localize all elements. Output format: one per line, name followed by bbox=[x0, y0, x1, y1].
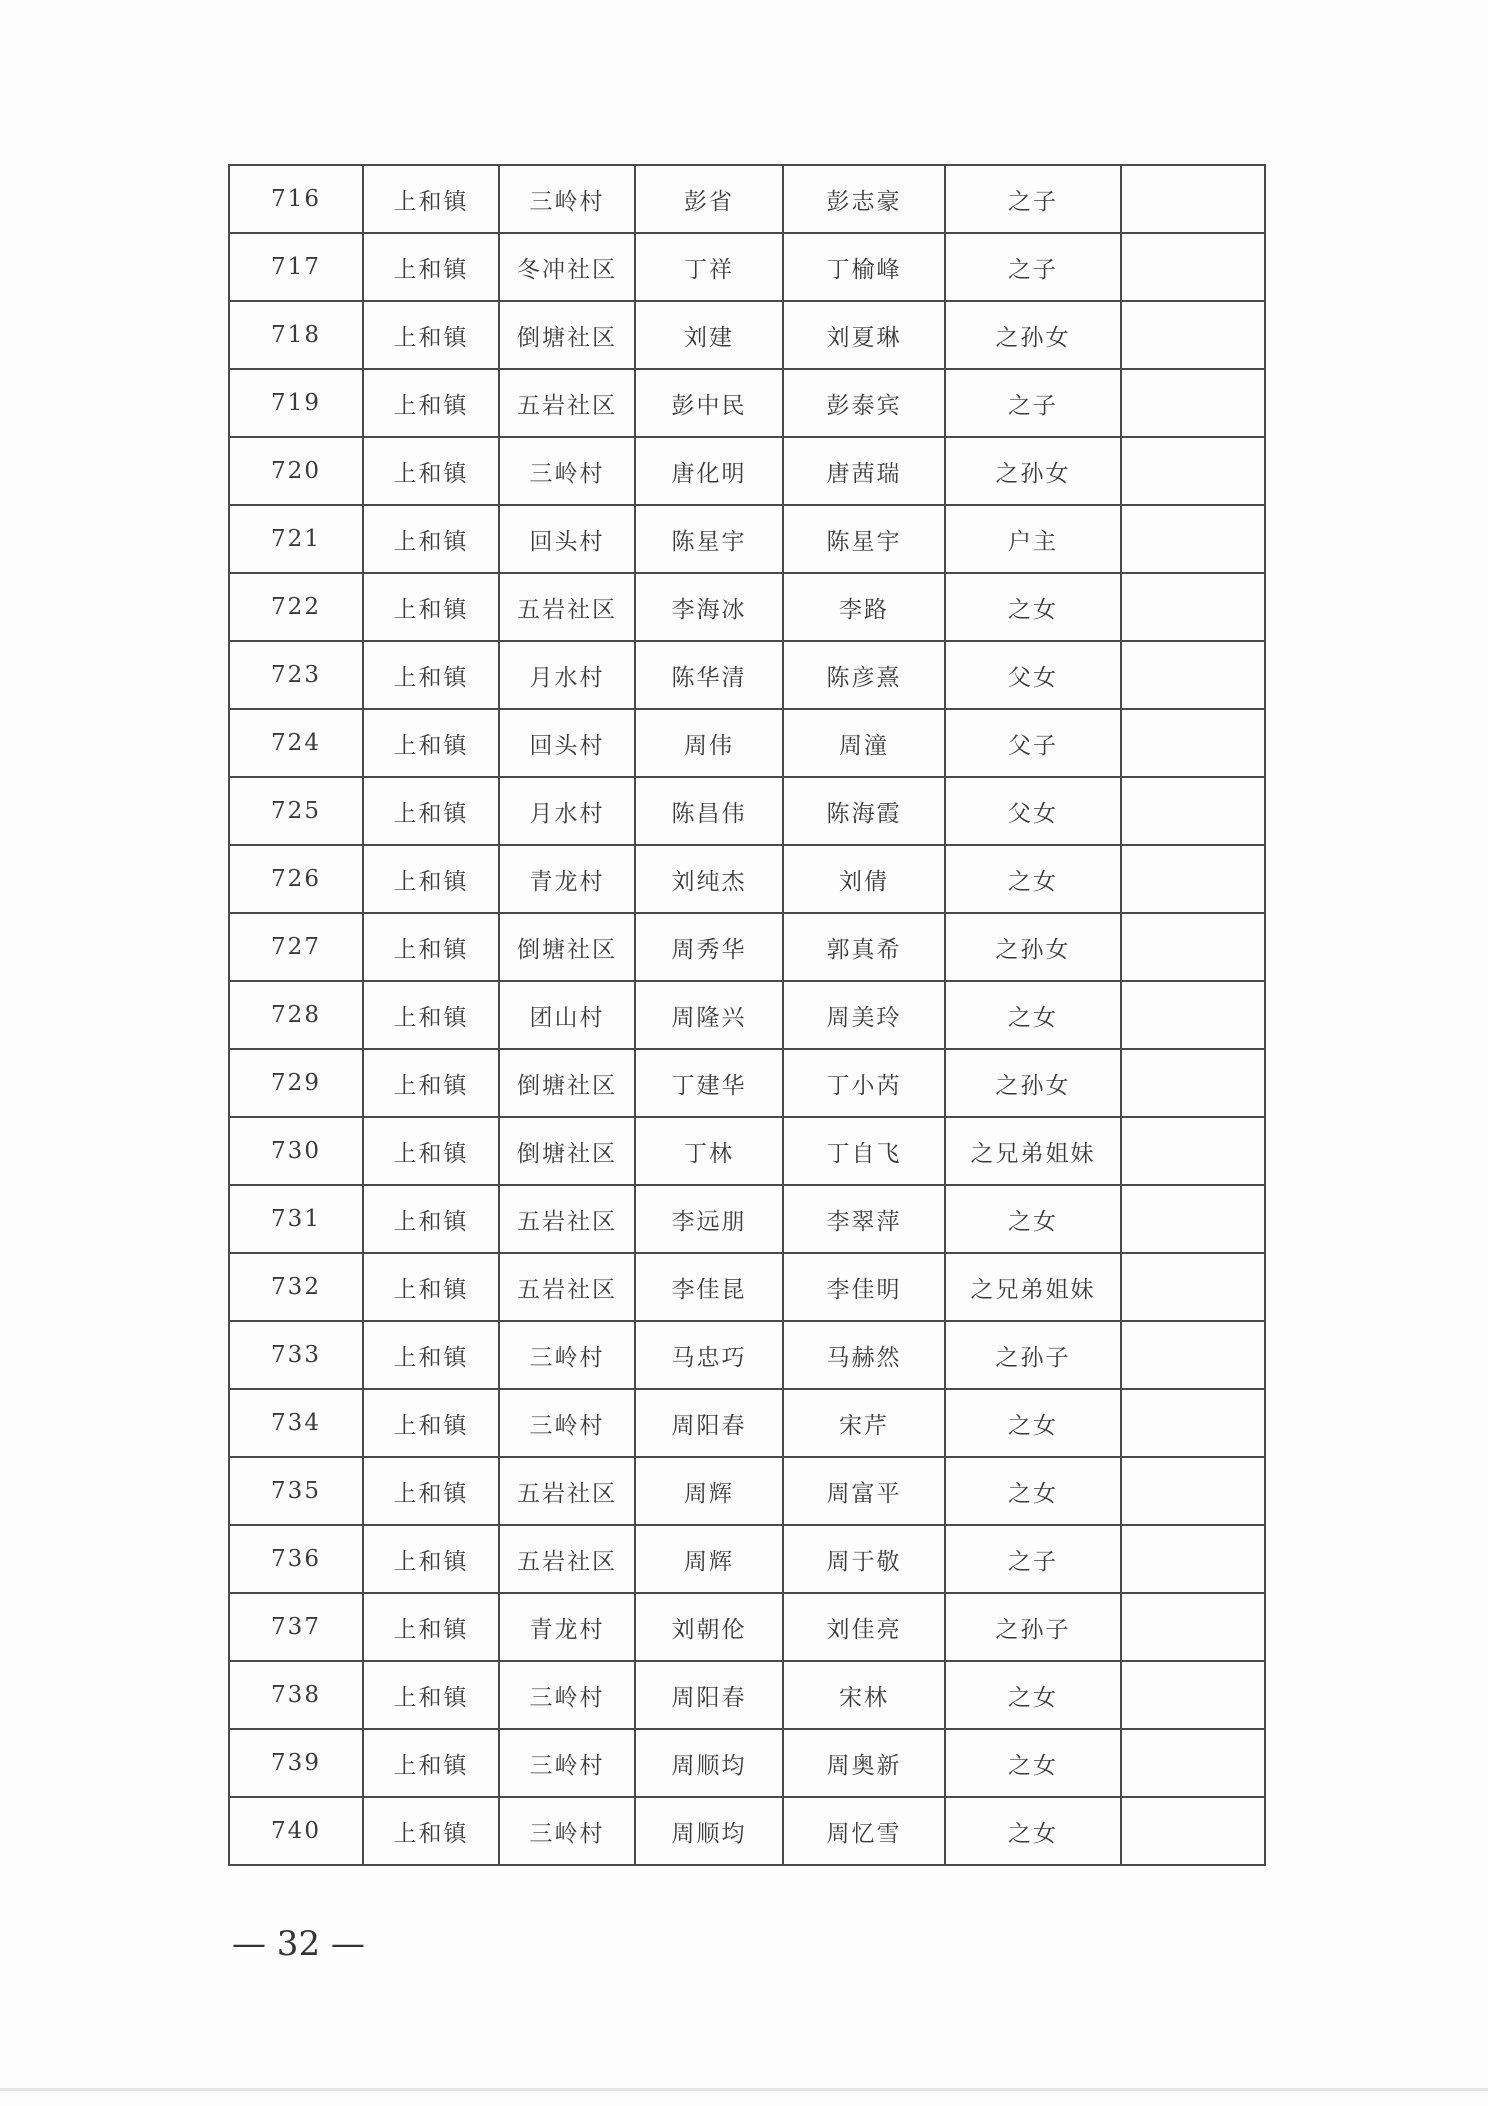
town-cell: 上和镇 bbox=[363, 573, 499, 641]
village-cell: 三岭村 bbox=[499, 1797, 635, 1865]
village-cell: 倒塘社区 bbox=[499, 301, 635, 369]
name-cell: 丁建华 bbox=[635, 1049, 783, 1117]
related-name-cell: 李佳明 bbox=[783, 1253, 945, 1321]
village-cell: 月水村 bbox=[499, 641, 635, 709]
relationship-cell: 之子 bbox=[945, 1525, 1121, 1593]
village-cell: 三岭村 bbox=[499, 165, 635, 233]
serial-number-cell: 730 bbox=[229, 1117, 363, 1185]
relationship-cell: 之孙子 bbox=[945, 1593, 1121, 1661]
table-row bbox=[229, 1593, 1265, 1661]
relationship-cell: 之孙女 bbox=[945, 437, 1121, 505]
town-cell: 上和镇 bbox=[363, 913, 499, 981]
table-row bbox=[229, 165, 1265, 233]
table-row bbox=[229, 1729, 1265, 1797]
serial-number-cell: 720 bbox=[229, 437, 363, 505]
serial-number-cell: 717 bbox=[229, 233, 363, 301]
relationship-cell: 之女 bbox=[945, 1185, 1121, 1253]
village-cell: 倒塘社区 bbox=[499, 1049, 635, 1117]
relationship-cell: 之子 bbox=[945, 165, 1121, 233]
table-row bbox=[229, 1525, 1265, 1593]
village-cell: 冬冲社区 bbox=[499, 233, 635, 301]
village-cell: 三岭村 bbox=[499, 1389, 635, 1457]
serial-number-cell: 726 bbox=[229, 845, 363, 913]
remark-cell bbox=[1121, 641, 1265, 709]
related-name-cell: 丁榆峰 bbox=[783, 233, 945, 301]
town-cell: 上和镇 bbox=[363, 1457, 499, 1525]
remark-cell bbox=[1121, 301, 1265, 369]
remark-cell bbox=[1121, 1797, 1265, 1865]
related-name-cell: 刘佳亮 bbox=[783, 1593, 945, 1661]
town-cell: 上和镇 bbox=[363, 1525, 499, 1593]
serial-number-cell: 721 bbox=[229, 505, 363, 573]
table-row bbox=[229, 1185, 1265, 1253]
table-row bbox=[229, 1457, 1265, 1525]
name-cell: 李佳昆 bbox=[635, 1253, 783, 1321]
table-row bbox=[229, 1049, 1265, 1117]
serial-number-cell: 722 bbox=[229, 573, 363, 641]
table-row bbox=[229, 1661, 1265, 1729]
table-row bbox=[229, 233, 1265, 301]
remark-cell bbox=[1121, 709, 1265, 777]
town-cell: 上和镇 bbox=[363, 505, 499, 573]
serial-number-cell: 728 bbox=[229, 981, 363, 1049]
serial-number-cell: 737 bbox=[229, 1593, 363, 1661]
name-cell: 彭中民 bbox=[635, 369, 783, 437]
village-cell: 五岩社区 bbox=[499, 573, 635, 641]
table-row bbox=[229, 777, 1265, 845]
remark-cell bbox=[1121, 505, 1265, 573]
related-name-cell: 彭泰宾 bbox=[783, 369, 945, 437]
remark-cell bbox=[1121, 777, 1265, 845]
related-name-cell: 周富平 bbox=[783, 1457, 945, 1525]
related-name-cell: 陈彦熹 bbox=[783, 641, 945, 709]
related-name-cell: 马赫然 bbox=[783, 1321, 945, 1389]
serial-number-cell: 731 bbox=[229, 1185, 363, 1253]
table-row bbox=[229, 981, 1265, 1049]
town-cell: 上和镇 bbox=[363, 1729, 499, 1797]
relationship-cell: 之孙女 bbox=[945, 301, 1121, 369]
town-cell: 上和镇 bbox=[363, 1593, 499, 1661]
town-cell: 上和镇 bbox=[363, 1321, 499, 1389]
name-cell: 周阳春 bbox=[635, 1661, 783, 1729]
village-cell: 三岭村 bbox=[499, 1321, 635, 1389]
roster-table bbox=[228, 164, 1266, 1866]
name-cell: 周阳春 bbox=[635, 1389, 783, 1457]
town-cell: 上和镇 bbox=[363, 301, 499, 369]
village-cell: 五岩社区 bbox=[499, 1457, 635, 1525]
relationship-cell: 之孙子 bbox=[945, 1321, 1121, 1389]
serial-number-cell: 740 bbox=[229, 1797, 363, 1865]
remark-cell bbox=[1121, 1525, 1265, 1593]
remark-cell bbox=[1121, 1661, 1265, 1729]
town-cell: 上和镇 bbox=[363, 1185, 499, 1253]
town-cell: 上和镇 bbox=[363, 641, 499, 709]
village-cell: 倒塘社区 bbox=[499, 1117, 635, 1185]
related-name-cell: 丁自飞 bbox=[783, 1117, 945, 1185]
remark-cell bbox=[1121, 1321, 1265, 1389]
village-cell: 团山村 bbox=[499, 981, 635, 1049]
related-name-cell: 周潼 bbox=[783, 709, 945, 777]
name-cell: 周顺均 bbox=[635, 1729, 783, 1797]
relationship-cell: 之女 bbox=[945, 981, 1121, 1049]
related-name-cell: 刘夏琳 bbox=[783, 301, 945, 369]
name-cell: 周伟 bbox=[635, 709, 783, 777]
town-cell: 上和镇 bbox=[363, 1117, 499, 1185]
relationship-cell: 之女 bbox=[945, 1457, 1121, 1525]
town-cell: 上和镇 bbox=[363, 233, 499, 301]
name-cell: 马忠巧 bbox=[635, 1321, 783, 1389]
village-cell: 五岩社区 bbox=[499, 369, 635, 437]
relationship-cell: 之女 bbox=[945, 1729, 1121, 1797]
related-name-cell: 周忆雪 bbox=[783, 1797, 945, 1865]
name-cell: 李远朋 bbox=[635, 1185, 783, 1253]
relationship-cell: 之女 bbox=[945, 573, 1121, 641]
remark-cell bbox=[1121, 913, 1265, 981]
related-name-cell: 彭志豪 bbox=[783, 165, 945, 233]
related-name-cell: 唐茜瑞 bbox=[783, 437, 945, 505]
town-cell: 上和镇 bbox=[363, 165, 499, 233]
remark-cell bbox=[1121, 369, 1265, 437]
name-cell: 陈星宇 bbox=[635, 505, 783, 573]
remark-cell bbox=[1121, 1729, 1265, 1797]
serial-number-cell: 734 bbox=[229, 1389, 363, 1457]
relationship-cell: 之子 bbox=[945, 369, 1121, 437]
name-cell: 丁林 bbox=[635, 1117, 783, 1185]
name-cell: 丁祥 bbox=[635, 233, 783, 301]
name-cell: 周顺均 bbox=[635, 1797, 783, 1865]
village-cell: 月水村 bbox=[499, 777, 635, 845]
remark-cell bbox=[1121, 981, 1265, 1049]
relationship-cell: 之孙女 bbox=[945, 1049, 1121, 1117]
serial-number-cell: 738 bbox=[229, 1661, 363, 1729]
name-cell: 周秀华 bbox=[635, 913, 783, 981]
village-cell: 回头村 bbox=[499, 709, 635, 777]
related-name-cell: 陈海霞 bbox=[783, 777, 945, 845]
related-name-cell: 周奥新 bbox=[783, 1729, 945, 1797]
relationship-cell: 之孙女 bbox=[945, 913, 1121, 981]
village-cell: 三岭村 bbox=[499, 437, 635, 505]
related-name-cell: 郭真希 bbox=[783, 913, 945, 981]
name-cell: 彭省 bbox=[635, 165, 783, 233]
table-row bbox=[229, 709, 1265, 777]
table-row bbox=[229, 301, 1265, 369]
remark-cell bbox=[1121, 1049, 1265, 1117]
table-row bbox=[229, 845, 1265, 913]
name-cell: 刘纯杰 bbox=[635, 845, 783, 913]
serial-number-cell: 732 bbox=[229, 1253, 363, 1321]
name-cell: 刘朝伦 bbox=[635, 1593, 783, 1661]
remark-cell bbox=[1121, 1593, 1265, 1661]
village-cell: 五岩社区 bbox=[499, 1525, 635, 1593]
relationship-cell: 父女 bbox=[945, 641, 1121, 709]
serial-number-cell: 724 bbox=[229, 709, 363, 777]
name-cell: 周辉 bbox=[635, 1457, 783, 1525]
serial-number-cell: 723 bbox=[229, 641, 363, 709]
table-row bbox=[229, 1321, 1265, 1389]
relationship-cell: 父女 bbox=[945, 777, 1121, 845]
remark-cell bbox=[1121, 1185, 1265, 1253]
remark-cell bbox=[1121, 573, 1265, 641]
related-name-cell: 刘倩 bbox=[783, 845, 945, 913]
remark-cell bbox=[1121, 437, 1265, 505]
village-cell: 三岭村 bbox=[499, 1729, 635, 1797]
table-row bbox=[229, 1117, 1265, 1185]
remark-cell bbox=[1121, 1117, 1265, 1185]
table-row bbox=[229, 1389, 1265, 1457]
serial-number-cell: 736 bbox=[229, 1525, 363, 1593]
relationship-cell: 父子 bbox=[945, 709, 1121, 777]
remark-cell bbox=[1121, 1457, 1265, 1525]
related-name-cell: 陈星宇 bbox=[783, 505, 945, 573]
roster-table-body bbox=[229, 165, 1265, 1865]
related-name-cell: 宋林 bbox=[783, 1661, 945, 1729]
related-name-cell: 李翠萍 bbox=[783, 1185, 945, 1253]
table-row bbox=[229, 369, 1265, 437]
town-cell: 上和镇 bbox=[363, 1389, 499, 1457]
page-number: — 32 — bbox=[232, 1924, 365, 1964]
related-name-cell: 周于敬 bbox=[783, 1525, 945, 1593]
related-name-cell: 宋芹 bbox=[783, 1389, 945, 1457]
page-bottom-edge bbox=[0, 2088, 1488, 2091]
table-row bbox=[229, 913, 1265, 981]
related-name-cell: 丁小芮 bbox=[783, 1049, 945, 1117]
table-row bbox=[229, 641, 1265, 709]
village-cell: 三岭村 bbox=[499, 1661, 635, 1729]
table-row bbox=[229, 1797, 1265, 1865]
relationship-cell: 之女 bbox=[945, 1389, 1121, 1457]
remark-cell bbox=[1121, 845, 1265, 913]
relationship-cell: 之子 bbox=[945, 233, 1121, 301]
remark-cell bbox=[1121, 165, 1265, 233]
town-cell: 上和镇 bbox=[363, 845, 499, 913]
town-cell: 上和镇 bbox=[363, 1253, 499, 1321]
serial-number-cell: 718 bbox=[229, 301, 363, 369]
table-row bbox=[229, 505, 1265, 573]
table-row bbox=[229, 573, 1265, 641]
name-cell: 刘建 bbox=[635, 301, 783, 369]
serial-number-cell: 716 bbox=[229, 165, 363, 233]
remark-cell bbox=[1121, 1389, 1265, 1457]
town-cell: 上和镇 bbox=[363, 1797, 499, 1865]
serial-number-cell: 727 bbox=[229, 913, 363, 981]
serial-number-cell: 739 bbox=[229, 1729, 363, 1797]
name-cell: 陈华清 bbox=[635, 641, 783, 709]
village-cell: 五岩社区 bbox=[499, 1185, 635, 1253]
town-cell: 上和镇 bbox=[363, 709, 499, 777]
remark-cell bbox=[1121, 233, 1265, 301]
village-cell: 倒塘社区 bbox=[499, 913, 635, 981]
town-cell: 上和镇 bbox=[363, 1661, 499, 1729]
village-cell: 回头村 bbox=[499, 505, 635, 573]
remark-cell bbox=[1121, 1253, 1265, 1321]
relationship-cell: 之女 bbox=[945, 845, 1121, 913]
serial-number-cell: 729 bbox=[229, 1049, 363, 1117]
name-cell: 周隆兴 bbox=[635, 981, 783, 1049]
town-cell: 上和镇 bbox=[363, 777, 499, 845]
town-cell: 上和镇 bbox=[363, 981, 499, 1049]
name-cell: 唐化明 bbox=[635, 437, 783, 505]
village-cell: 五岩社区 bbox=[499, 1253, 635, 1321]
serial-number-cell: 735 bbox=[229, 1457, 363, 1525]
name-cell: 李海冰 bbox=[635, 573, 783, 641]
town-cell: 上和镇 bbox=[363, 369, 499, 437]
village-cell: 青龙村 bbox=[499, 1593, 635, 1661]
relationship-cell: 之兄弟姐妹 bbox=[945, 1253, 1121, 1321]
related-name-cell: 周美玲 bbox=[783, 981, 945, 1049]
table-row bbox=[229, 437, 1265, 505]
name-cell: 陈昌伟 bbox=[635, 777, 783, 845]
relationship-cell: 之女 bbox=[945, 1797, 1121, 1865]
name-cell: 周辉 bbox=[635, 1525, 783, 1593]
serial-number-cell: 719 bbox=[229, 369, 363, 437]
relationship-cell: 之兄弟姐妹 bbox=[945, 1117, 1121, 1185]
relationship-cell: 之女 bbox=[945, 1661, 1121, 1729]
relationship-cell: 户主 bbox=[945, 505, 1121, 573]
serial-number-cell: 725 bbox=[229, 777, 363, 845]
serial-number-cell: 733 bbox=[229, 1321, 363, 1389]
table-row bbox=[229, 1253, 1265, 1321]
village-cell: 青龙村 bbox=[499, 845, 635, 913]
town-cell: 上和镇 bbox=[363, 1049, 499, 1117]
town-cell: 上和镇 bbox=[363, 437, 499, 505]
related-name-cell: 李路 bbox=[783, 573, 945, 641]
